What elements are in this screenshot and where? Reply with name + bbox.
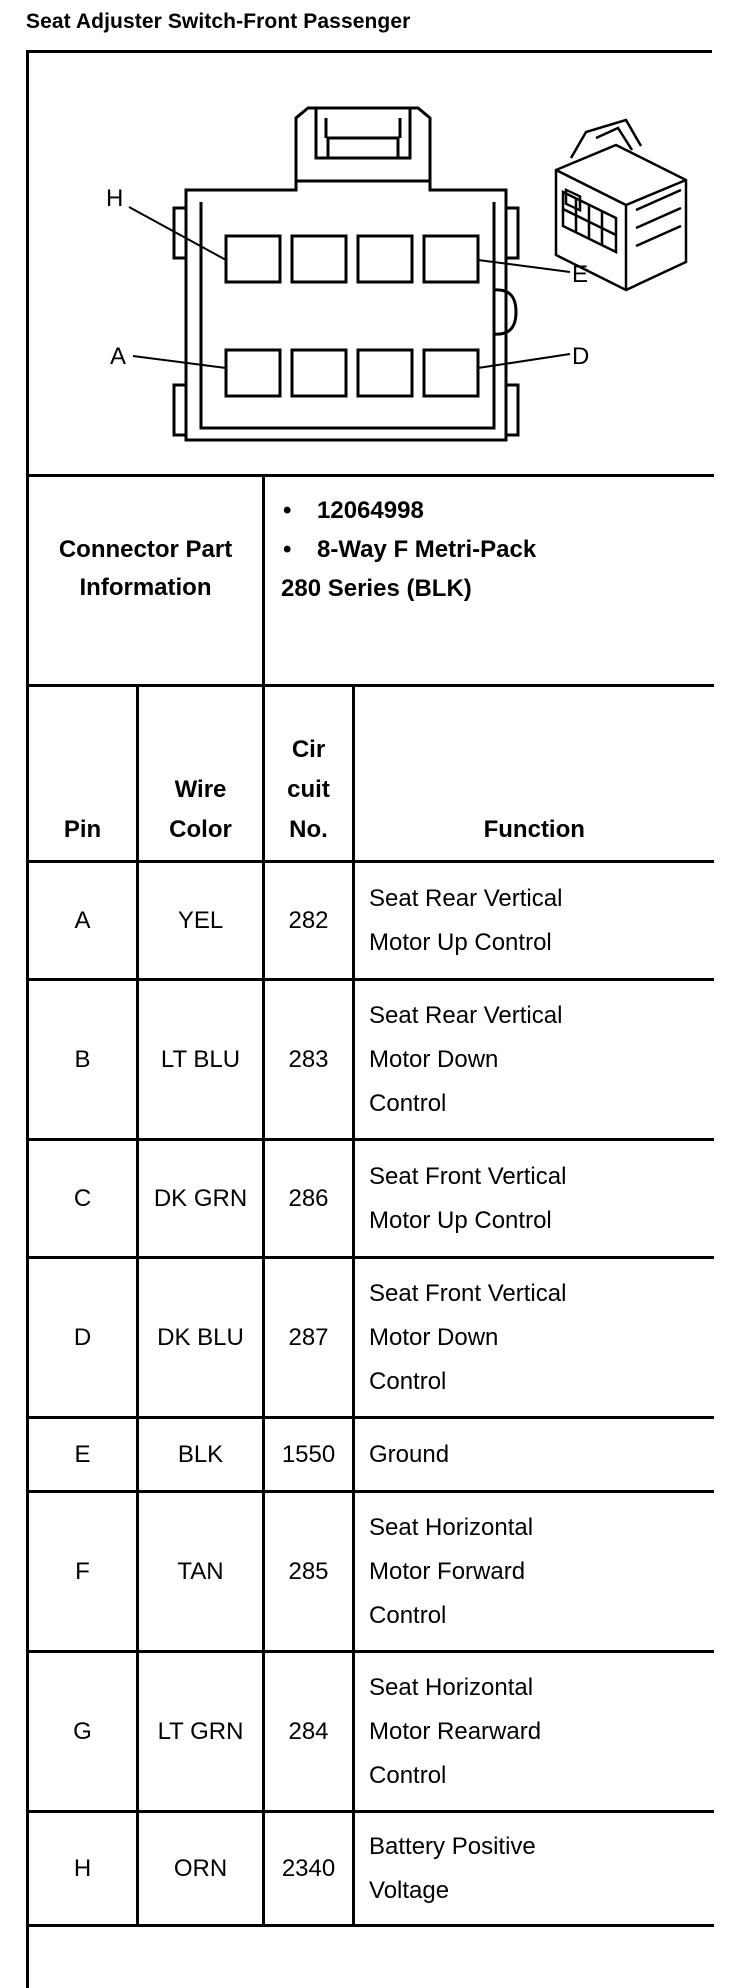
circuit-cell: 284 (264, 1652, 354, 1812)
callout-label-h: H (106, 185, 124, 212)
pinout-table (26, 474, 714, 1927)
function-line: Ground (369, 1440, 450, 1468)
header-function: Function (354, 686, 714, 862)
page-title: Seat Adjuster Switch-Front Passenger (26, 10, 411, 33)
table-row (28, 1418, 714, 1492)
function-cell (354, 1652, 714, 1812)
pin-cell: G (28, 1652, 138, 1812)
callout-label-d: D (572, 343, 590, 370)
wire-color-cell: YEL (138, 862, 264, 980)
circuit-cell: 1550 (264, 1418, 354, 1492)
table-row (28, 1258, 714, 1418)
function-cell (354, 862, 714, 980)
wire-color-cell: ORN (138, 1812, 264, 1926)
table-row (28, 862, 714, 980)
table-row (28, 1140, 714, 1258)
wire-color-cell: BLK (138, 1418, 264, 1492)
function-line: Seat Front Vertical (369, 1279, 567, 1307)
connector-body (186, 181, 506, 440)
circuit-cell: 283 (264, 980, 354, 1140)
connector-info-label: Connector Part Information (28, 476, 264, 686)
pin-cell: E (28, 1418, 138, 1492)
function-line: Control (369, 1367, 447, 1395)
wire-color-cell: DK BLU (138, 1258, 264, 1418)
function-line: Seat Horizontal (369, 1673, 534, 1701)
pin-cell: D (28, 1258, 138, 1418)
function-line: Voltage (369, 1876, 450, 1904)
function-line: Motor Up Control (369, 928, 552, 956)
function-line: Seat Horizontal (369, 1513, 534, 1541)
wire-color-cell: TAN (138, 1492, 264, 1652)
header-pin: Pin (28, 686, 138, 862)
cavity-h (226, 236, 280, 282)
connector-diagram (26, 50, 712, 474)
function-cell (354, 1140, 714, 1258)
pin-cell: F (28, 1492, 138, 1652)
cavity-d (424, 350, 478, 396)
function-line: Control (369, 1761, 447, 1789)
wire-color-cell: DK GRN (138, 1140, 264, 1258)
table-row (28, 1652, 714, 1812)
table-row (28, 980, 714, 1140)
function-line: Seat Rear Vertical (369, 1001, 563, 1029)
function-line: Battery Positive (369, 1832, 536, 1860)
part-number: 12064998 (317, 497, 424, 524)
pin-cell: B (28, 980, 138, 1140)
circuit-cell: 2340 (264, 1812, 354, 1926)
function-line: Motor Down (369, 1045, 499, 1073)
function-line: Seat Front Vertical (369, 1162, 567, 1190)
pin-cell: H (28, 1812, 138, 1926)
function-cell (354, 1418, 714, 1492)
cavity-a (226, 350, 280, 396)
callout-label-e: E (572, 261, 589, 288)
function-cell (354, 1492, 714, 1652)
function-line: Control (369, 1089, 447, 1117)
pin-cell: C (28, 1140, 138, 1258)
connector-info-value: • 12064998 • 8-Way F Metri-Pack 280 Series (BLK) (264, 476, 714, 686)
function-line: Seat Rear Vertical (369, 884, 563, 912)
pin-cell: A (28, 862, 138, 980)
circuit-cell: 286 (264, 1140, 354, 1258)
circuit-cell: 285 (264, 1492, 354, 1652)
table-header-row (28, 686, 714, 862)
connector-info-row (28, 476, 714, 686)
function-line: Motor Rearward (369, 1717, 542, 1745)
function-cell (354, 1812, 714, 1926)
function-line: Control (369, 1601, 447, 1629)
function-cell (354, 1258, 714, 1418)
table-row (28, 1812, 714, 1926)
function-line: Motor Forward (369, 1557, 526, 1585)
function-cell (354, 980, 714, 1140)
connector-description: 8-Way F Metri-Pack (317, 536, 537, 563)
table-row (28, 1492, 714, 1652)
header-circuit-no: Cir cuit No. (264, 686, 354, 862)
callout-label-a: A (110, 343, 127, 370)
wire-color-cell: LT BLU (138, 980, 264, 1140)
function-line: Motor Down (369, 1323, 499, 1351)
cavity-e (424, 236, 478, 282)
header-wire-color: Wire Color (138, 686, 264, 862)
function-line: Motor Up Control (369, 1206, 552, 1234)
circuit-cell: 287 (264, 1258, 354, 1418)
wire-color-cell: LT GRN (138, 1652, 264, 1812)
circuit-cell: 282 (264, 862, 354, 980)
